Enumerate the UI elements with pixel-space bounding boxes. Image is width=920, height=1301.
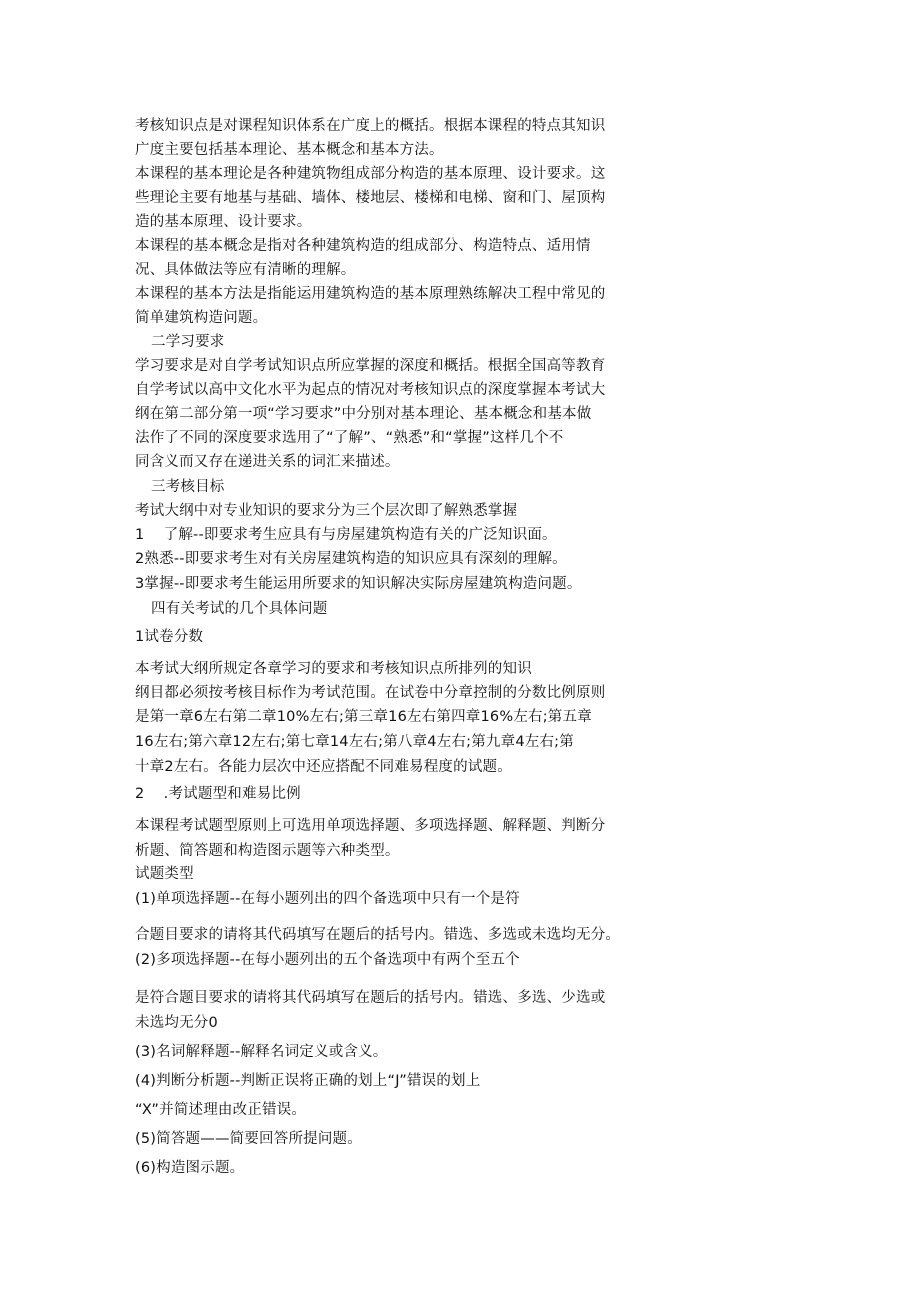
- text-line: 试题类型: [135, 866, 194, 882]
- text-line: 造的基本原理、设计要求。: [135, 214, 312, 230]
- text-line: 简单建筑构造问题。: [135, 310, 268, 326]
- text-line: 学习要求是对自学考试知识点所应掌握的深度和概括。根据全国高等教育: [135, 358, 606, 374]
- text-line: 未选均无分0: [135, 1015, 218, 1031]
- text-line: 考核知识点是对课程知识体系在广度上的概括。根据本课程的特点其知识: [135, 118, 606, 134]
- text-line: “X”并简述理由改正错误。: [135, 1102, 307, 1118]
- text-line: 纲目都必须按考核目标作为考试范围。在试卷中分章控制的分数比例原则: [135, 685, 606, 701]
- text-line: 本考试大纲所规定各章学习的要求和考核知识点所排列的知识: [135, 661, 532, 677]
- text-line: 是第一章6左右第二章10%左右;第三章16左右第四章16%左右;第五章: [135, 709, 592, 725]
- list-item: 1 了解--即要求考生应具有与房屋建筑构造有关的广泛知识面。: [135, 527, 557, 543]
- list-item: (3)名词解释题--解释名词定义或含义。: [135, 1044, 388, 1060]
- text-line: 些理论主要有地基与基础、墙体、楼地层、楼梯和电梯、窗和门、屋顶构: [135, 190, 606, 206]
- section-heading: 四有关考试的几个具体问题: [151, 601, 328, 617]
- text-line: 本课程的基本概念是指对各种建筑构造的组成部分、构造特点、适用情: [135, 238, 591, 254]
- list-item: (2)多项选择题--在每小题列出的五个备选项中有两个至五个: [135, 952, 520, 968]
- list-item: (6)构造图示题。: [135, 1160, 245, 1176]
- text-line: 同含义而又存在递进关系的词汇来描述。: [135, 454, 400, 470]
- list-item: (1)单项选择题--在每小题列出的四个备选项中只有一个是符: [135, 891, 520, 907]
- text-line: 考试大纲中对专业知识的要求分为三个层次即了解熟悉掌握: [135, 503, 518, 519]
- section-heading: 二学习要求: [151, 334, 225, 350]
- text-line: 本课程考试题型原则上可选用单项选择题、多项选择题、解释题、判断分: [135, 818, 606, 834]
- list-item: (4)判断分析题--判断正误将正确的划上“J”错误的划上: [135, 1073, 481, 1089]
- text-line: 况、具体做法等应有清晰的理解。: [135, 262, 356, 278]
- text-line: 本课程的基本方法是指能运用建筑构造的基本原理熟练解决工程中常见的: [135, 286, 606, 302]
- text-line: 自学考试以高中文化水平为起点的情况对考核知识点的深度掌握本考试大: [135, 382, 606, 398]
- text-line: 是符合题目要求的请将其代码填写在题后的括号内。错选、多选、少选或: [135, 990, 606, 1006]
- text-line: 广度主要包括基本理论、基本概念和基本方法。: [135, 142, 444, 158]
- list-item: 2熟悉--即要求考生对有关房屋建筑构造的知识应具有深刻的理解。: [135, 551, 567, 567]
- list-item: 3掌握--即要求考生能运用所要求的知识解决实际房屋建筑构造问题。: [135, 576, 582, 592]
- list-item: (5)简答题——简要回答所提问题。: [135, 1131, 362, 1147]
- subsection-heading: 1试卷分数: [135, 629, 204, 645]
- text-line: 法作了不同的深度要求选用了“了解”、“熟悉”和“掌握”这样几个不: [135, 430, 564, 446]
- text-line: 本课程的基本理论是各种建筑物组成部分构造的基本原理、设计要求。这: [135, 166, 606, 182]
- text-line: 合题目要求的请将其代码填写在题后的括号内。错选、多选或未选均无分。: [135, 927, 621, 943]
- subsection-heading: 2 .考试题型和难易比例: [135, 786, 301, 802]
- section-heading: 三考核目标: [151, 479, 225, 495]
- text-line: 十章2左右。各能力层次中还应搭配不同难易程度的试题。: [135, 759, 512, 775]
- text-line: 析题、简答题和构造图示题等六种类型。: [135, 843, 400, 859]
- text-line: 16左右;第六章12左右;第七章14左右;第八章4左右;第九章4左右;第: [135, 734, 574, 750]
- text-line: 纲在第二部分第一项“学习要求”中分别对基本理论、基本概念和基本做: [135, 406, 592, 422]
